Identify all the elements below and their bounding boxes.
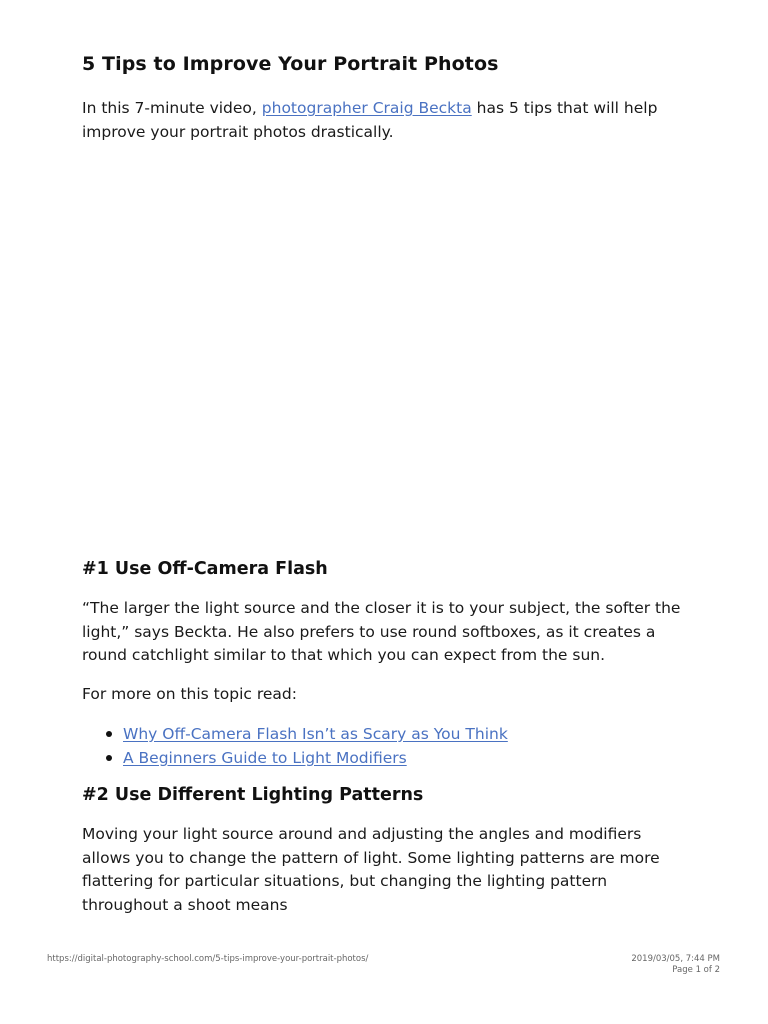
bullet-icon (106, 755, 112, 761)
footer-meta (631, 954, 720, 976)
footer-page-number: Page 1 of 2 (672, 965, 720, 975)
section-heading-1: #1 Use Off-Camera Flash (82, 559, 328, 579)
intro-paragraph (82, 97, 682, 144)
footer-datetime: 2019/03/05, 7:44 PM (631, 954, 720, 964)
photographer-link[interactable]: photographer Craig Beckta (261, 99, 472, 117)
footer-url: https://digital-photography-school.com/5-tips-improve-your-portrait-photos/ (47, 954, 369, 964)
bullet-icon (106, 731, 112, 737)
embedded-video-area[interactable] (82, 160, 682, 530)
article-title: 5 Tips to Improve Your Portrait Photos (82, 53, 499, 75)
list-item (82, 746, 508, 770)
intro-text-start: In this 7-minute video, (82, 99, 262, 117)
section-heading-2: #2 Use Different Lighting Patterns (82, 785, 424, 805)
related-link-off-camera-flash[interactable]: Why Off-Camera Flash Isn’t as Scary as You Think (123, 725, 508, 743)
section1-paragraph: “The larger the light source and the closer it is to your subject, the softer the light,” says Beckta. He also prefers to use round softboxes, as it creates a round catchlight similar to that which you can expect from the sun. (82, 599, 681, 664)
more-on-topic-label: For more on this topic read: (82, 685, 297, 703)
section2-paragraph: Moving your light source around and adjusting the angles and modifiers allows you to change the pattern of light. Some lighting patterns are more flattering for particular situations, but changing the lighting pattern throughout a shoot means (82, 825, 660, 914)
intro-text-end: has 5 tips that will help improve your portrait photos drastically. (82, 99, 658, 141)
list-item (82, 722, 508, 746)
related-links-list (82, 722, 508, 770)
related-link-light-modifiers[interactable]: A Beginners Guide to Light Modifiers (123, 749, 407, 767)
